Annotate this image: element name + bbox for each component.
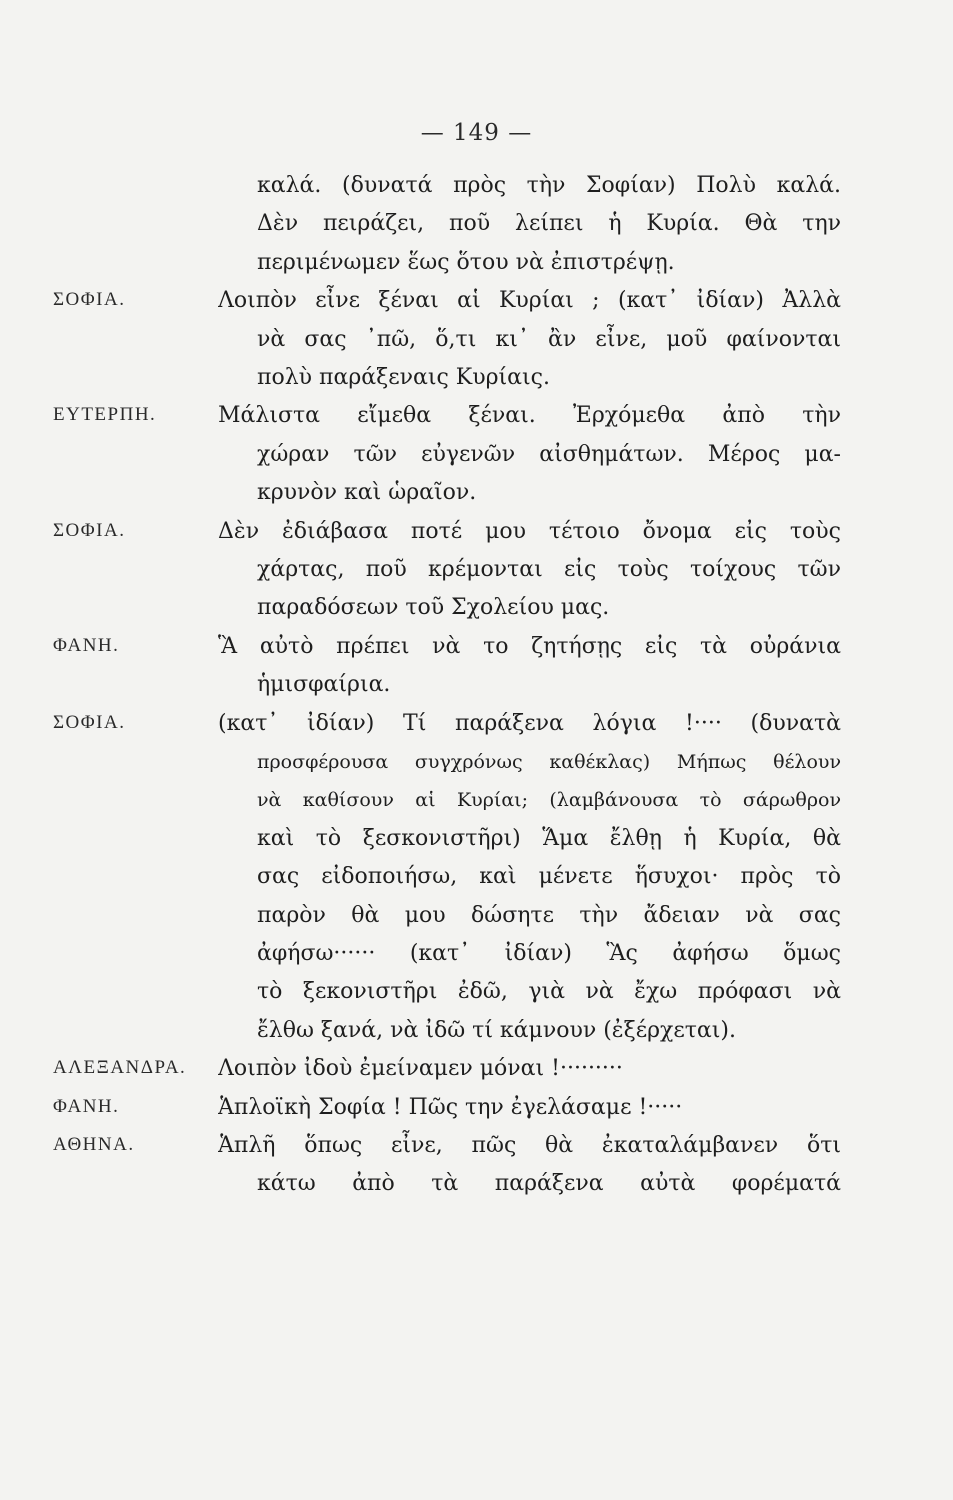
line-text: καὶ τὸ ξεσκονιστῆρι) Ἅμα ἔλθῃ ἡ Κυρία, θὰ (257, 825, 841, 851)
text-line (0, 784, 953, 824)
line-text: παραδόσεων τοῦ Σχολείου μας. (257, 595, 610, 621)
line-text: κάτω ἀπὸ τὰ παράξενα αὐτὰ φορέματά (257, 1171, 841, 1197)
text-line (0, 708, 953, 748)
page-number: — 149 — (420, 120, 533, 146)
text-line (0, 1092, 953, 1132)
line-text: ἀφήσω······ (κατ᾽ ἰδίαν) Ἃς ἀφήσω ὅμως (257, 941, 841, 966)
text-line (0, 900, 953, 940)
line-text: περιμένωμεν ἕως ὅτου νὰ ἐπιστρέψῃ. (257, 249, 675, 275)
speaker-name: ΑΘΗΝΑ. (53, 1134, 135, 1155)
speaker-name: ΦΑΝΗ. (53, 634, 120, 656)
text-line (0, 592, 953, 632)
text-line (0, 439, 953, 479)
line-text: κρυνὸν καὶ ὡραῖον. (257, 480, 477, 506)
text-line (0, 516, 953, 556)
text-line (0, 938, 953, 978)
text-line (0, 631, 953, 671)
text-line (0, 208, 953, 248)
line-text: χάρτας, ποῦ κρέμονται εἰς τοὺς τοίχους τῶν (257, 557, 841, 582)
line-text: νὰ σας ᾽πῶ, ὅ,τι κι᾽ ἂν εἶνε, μοῦ φαίνονται (257, 326, 841, 352)
text-line (0, 1168, 953, 1208)
text-line (0, 170, 953, 210)
line-text: Λοιπὸν ἰδοὺ ἐμείναμεν μόναι !········· (218, 1056, 623, 1082)
text-line (0, 1130, 953, 1170)
line-text: ἡμισφαίρια. (257, 672, 391, 698)
text-line (0, 669, 953, 709)
speaker-name: ΑΛΕΞΑΝΔΡΑ. (53, 1057, 187, 1079)
text-line (0, 1015, 953, 1055)
line-text: καλά. (δυνατά πρὸς τὴν Σοφίαν) Πολὺ καλά. (257, 173, 841, 198)
text-line (0, 324, 953, 364)
speaker-name: ΦΑΝΗ. (53, 1095, 120, 1117)
speaker-name: ΕΥΤΕΡΠΗ. (53, 404, 157, 426)
line-text: Ἁπλοϊκὴ Σοφία ! Πῶς την ἐγελάσαμε !····· (218, 1094, 683, 1120)
speaker-name: ΣΟΦΙΑ. (53, 711, 126, 733)
text-line (0, 477, 953, 517)
line-text: Δὲν ἐδιάβασα ποτέ μου τέτοιο ὄνομα εἰς τοὺς (218, 518, 841, 544)
line-text: προσφέρουσα συγχρόνως καθέκλας) Μήπως θέλουν (257, 751, 841, 773)
line-text: Ἁπλῆ ὅπως εἶνε, πῶς θὰ ἐκαταλάμβανεν ὅτι (218, 1133, 841, 1158)
line-text: τὸ ξεκονιστῆρι ἐδῶ, γιὰ νὰ ἔχω πρόφασι νὰ (257, 979, 841, 1005)
line-text: Μάλιστα εἴμεθα ξέναι. Ἐρχόμεθα ἀπὸ τὴν (218, 403, 841, 429)
speaker-name: ΣΟΦΙΑ. (53, 289, 126, 311)
text-line (0, 823, 953, 863)
text-line (0, 400, 953, 440)
text-line (0, 554, 953, 594)
line-text: νὰ καθίσουν αἱ Κυρίαι; (λαμβάνουσα τὸ σάρωθρον (257, 789, 841, 812)
text-line (0, 976, 953, 1016)
line-text: ἔλθω ξανά, νὰ ἰδῶ τί κάμνουν (ἐξέρχεται). (257, 1017, 736, 1043)
text-line (0, 746, 953, 786)
line-text: σας εἰδοποιήσω, καὶ μένετε ἥσυχοι· πρὸς τὸ (257, 864, 841, 890)
speaker-name: ΣΟΦΙΑ. (53, 519, 126, 541)
line-text: Ἃ αὐτὸ πρέπει νὰ το ζητήσῃς εἰς τὰ οὐράνια (218, 633, 841, 659)
line-text: Δὲν πειράζει, ποῦ λείπει ἡ Κυρία. Θὰ την (257, 211, 841, 237)
line-text: πολὺ παράξεναις Κυρίαις. (257, 365, 550, 390)
text-line (0, 247, 953, 287)
text-line (0, 362, 953, 402)
line-text: Λοιπὸν εἶνε ξέναι αἱ Κυρίαι ; (κατ᾽ ἰδίαν) Ἀλλὰ (218, 288, 841, 314)
line-text: χώραν τῶν εὐγενῶν αἰσθημάτων. Μέρος μα- (257, 441, 841, 467)
text-line (0, 1053, 953, 1093)
text-line (0, 861, 953, 901)
line-text: (κατ᾽ ἰδίαν) Τί παράξενα λόγια !···· (δυνατὰ (218, 710, 841, 736)
line-text: παρὸν θὰ μου δώσητε τὴν ἄδειαν νὰ σας (257, 902, 841, 928)
text-line (0, 285, 953, 325)
